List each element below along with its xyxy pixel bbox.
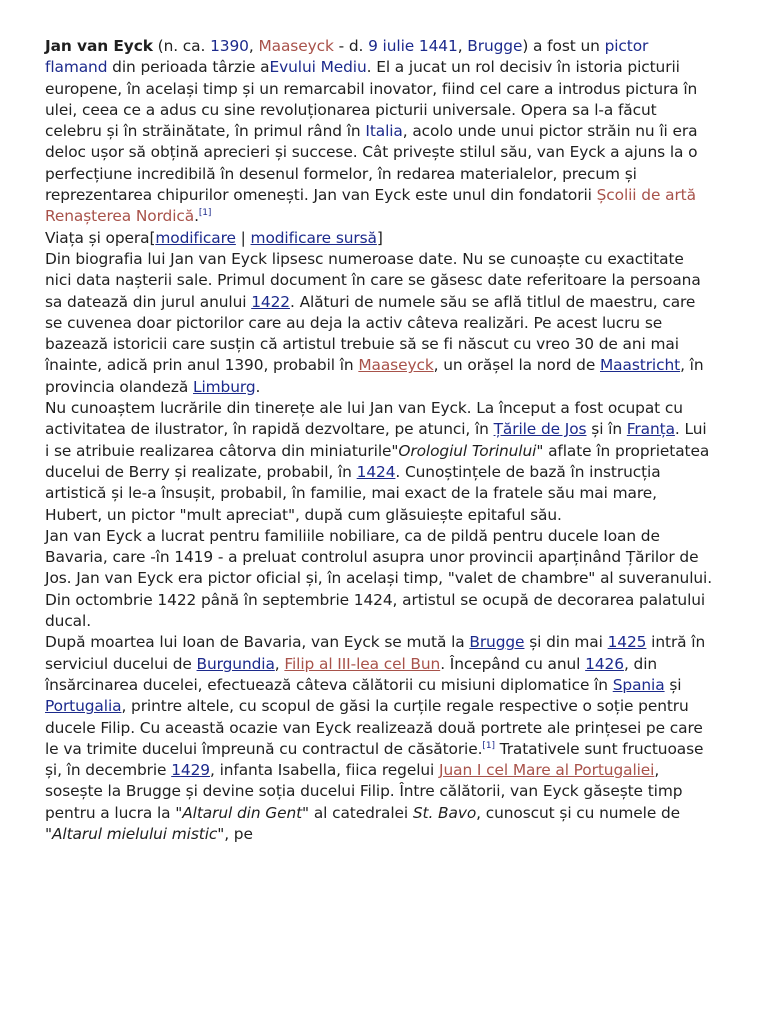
text-run: Nu cunoaștem lucrările din tinerețe ale lui Jan van Eyck. La început a fost ocupat cu activitatea de ilustrator, în rapidă dezvoltare, pe atunci, în [45, 399, 683, 439]
missing-article-link[interactable]: Maaseyck [258, 37, 334, 55]
reference-link[interactable]: [1] [482, 740, 495, 751]
wiki-link[interactable]: Evului Mediu [269, 58, 367, 77]
text-run: ) a fost un [522, 37, 605, 55]
text-run: ] [376, 228, 383, 247]
text-run: - d. [333, 37, 369, 55]
text-run: ", pe [217, 824, 253, 843]
text-run: , [274, 654, 285, 673]
wiki-link[interactable]: 1429 [171, 761, 210, 780]
wiki-link[interactable]: Burgundia [196, 654, 275, 673]
text-run: și în [586, 420, 627, 439]
missing-article-link[interactable]: Maaseyck [358, 356, 434, 375]
wiki-link[interactable]: 1424 [356, 462, 396, 481]
wiki-link[interactable]: Spania [612, 675, 665, 694]
paragraph-bruges [45, 632, 713, 845]
wiki-link[interactable]: Brugge [469, 633, 525, 652]
italic-text: Orologiul Torinului [398, 441, 537, 460]
wiki-link[interactable]: 9 iulie [368, 37, 415, 55]
text-run: , din însărcinarea ducelei, efectuează câteva călătorii cu misiuni diplomatice în [45, 654, 658, 694]
text-run: (n. ca. [152, 37, 211, 55]
wiki-link[interactable]: 1426 [585, 654, 624, 673]
text-run: . Lui i se atribuie realizarea câtorva din miniaturile" [45, 420, 707, 460]
italic-text: St. Bavo [412, 803, 477, 822]
wiki-link[interactable]: flamand [45, 58, 108, 77]
text-run: Jan van Eyck a lucrat pentru familiile nobiliare, ca de pildă pentru ducele Ioan de Bavaria, care -în 1419 - a preluat controlul asupra unor provincii aparținând Țărilor de Jos. Jan van Eyck era pictor oficial și, în același timp, "valet de chambre" al suveranului. Din octombrie 1422 până în septembrie 1424, artistul se ocupă de decorarea palatului ducal. [45, 526, 712, 631]
text-run: și din mai [524, 633, 608, 652]
text-run: , printre altele, cu scopul de găsi la curțile regale respective o soție pentru ducele Filip. Cu această ocazie van Eyck realizează două portrete ale prințesei pe care le va trimite ducelui împreună cu contractul de căsătorie. [45, 697, 703, 758]
text-run: . Începând cu anul [440, 654, 586, 673]
missing-article-link[interactable]: Filip al III-lea cel Bun [284, 654, 441, 673]
text-run: , infanta Isabella, fiica regelui [209, 761, 440, 780]
text-run: din perioada târzie a [107, 58, 270, 77]
text-run: . [194, 207, 199, 226]
wiki-link[interactable]: 1390 [210, 37, 249, 55]
wiki-link[interactable]: Țările de Jos [493, 420, 587, 439]
text-run: , sosește la Brugge și devine soția ducelui Filip. Între călătorii, van Eyck găsește timp pentru a lucra la " [45, 761, 683, 822]
italic-text: Altarul mielului mistic [51, 824, 218, 843]
text-run: , cunoscut și cu numele de " [45, 803, 681, 843]
bold-text: Jan van Eyck [45, 37, 153, 55]
text-run: " aflate în proprietatea ducelui de Berry și realizate, probabil, în [45, 441, 710, 481]
text-run: Din biografia lui Jan van Eyck lipsesc numeroase date. Nu se cunoaște cu exactitate nici data nașterii sale. Primul document în care se găsesc date referitoare la persoana sa datează din jurul anului [45, 249, 701, 311]
text-run: . Cunoștințele de bază în instrucția artistică și le-a însușit, probabil, în familie, mai exact de la fratele său mai mare, Hubert, un pictor "mult apreciat", după cum glăsuiește epitaful său. [45, 462, 661, 524]
text-run: , [457, 37, 468, 55]
paragraph-biography [45, 249, 713, 398]
text-run: , acolo unde unui pictor străin nu îi era deloc ușor să obțină aprecieri și succese. Cât privește stilul său, van Eyck a ajuns la o perfecțiune incredibilă în desenul formelor, în redarea materialelor, precum și reprezentarea chipurilor omenești. Jan van Eyck este unul din fondatorii [45, 122, 698, 205]
article-body [45, 36, 713, 845]
paragraph-intro [45, 36, 713, 228]
wiki-link[interactable]: 1422 [251, 292, 290, 311]
text-run: . [255, 377, 261, 396]
reference-link[interactable]: [1] [198, 208, 212, 219]
text-run: și [664, 675, 682, 694]
text-run: | [235, 228, 251, 247]
wiki-link[interactable]: Limburg [193, 377, 256, 396]
text-run: După moartea lui Ioan de Bavaria, van Eyck se mută la [45, 633, 470, 652]
paragraph-youth [45, 398, 713, 526]
text-run: . El a jucat un rol decisiv în istoria picturii europene, în același timp și un remarcabil inovator, fiind cel care a introdus pictura în ulei, ceea ce a adus cu sine revoluționarea picturii universale. Opera sa l-a făcut celebru și în străinătate, în primul rând în [45, 58, 698, 141]
wiki-link[interactable]: 1441 [418, 37, 458, 55]
text-run: , [248, 37, 259, 55]
wiki-link[interactable]: Maastricht [600, 356, 681, 375]
text-run: . Alături de numele său se află titlul de maestru, care se cuvenea doar pictorilor care au deja la activ câteva realizări. Pe acest lucru se bazează istoricii care susțin că artistul trebuie să se fi născut cu vreo 30 de ani mai înainte, adică prin anul 1390, probabil în [45, 292, 696, 375]
text-run: " al catedralei [302, 803, 413, 822]
text-run: intră în serviciul ducelui de [45, 633, 706, 673]
italic-text: Altarul din Gent [182, 803, 303, 822]
wiki-link[interactable]: Italia [365, 122, 403, 141]
wiki-link[interactable]: modificare [155, 228, 236, 247]
text-run: Viața și opera[ [45, 228, 156, 247]
wiki-link[interactable]: modificare sursă [250, 228, 377, 247]
text-run: , un orășel la nord de [433, 356, 600, 375]
wiki-link[interactable]: Franța [626, 420, 675, 439]
paragraph-nobility [45, 526, 713, 632]
text-run: , în provincia olandeză [45, 356, 704, 396]
text-run: Tratativele sunt fructuoase și, în decembrie [45, 739, 704, 780]
wiki-link[interactable]: Brugge [467, 37, 523, 55]
wiki-link[interactable]: pictor [604, 37, 649, 55]
wiki-link[interactable]: 1425 [607, 633, 647, 652]
wiki-link[interactable]: Portugalia [45, 697, 122, 716]
missing-article-link[interactable]: Juan I cel Mare al Portugaliei [439, 761, 655, 780]
paragraph-section-heading [45, 228, 713, 249]
missing-article-link[interactable]: Școlii de artă Renașterea Nordică [45, 186, 696, 226]
